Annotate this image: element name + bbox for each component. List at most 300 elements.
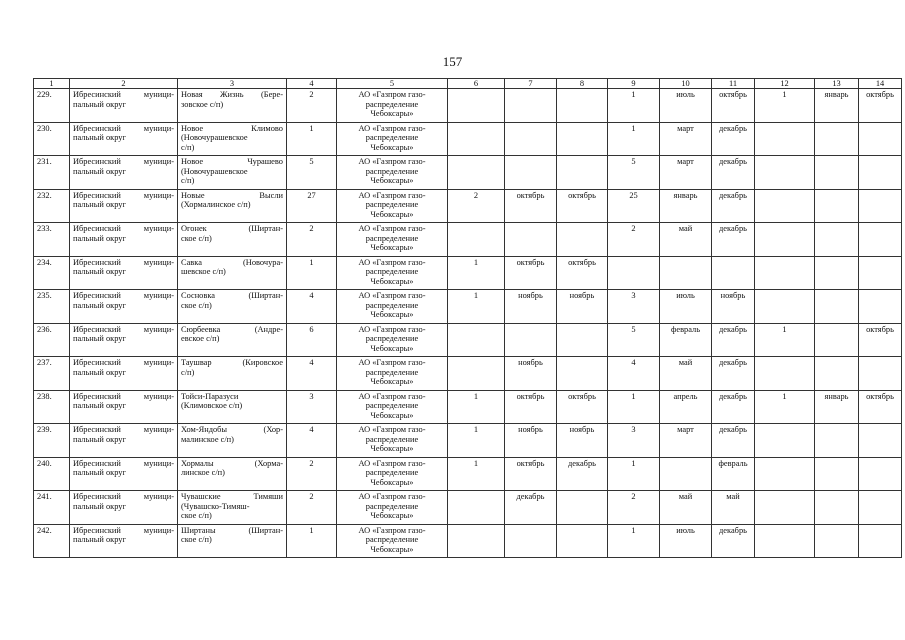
organization-line: АО «Газпром газо-: [358, 291, 426, 300]
col7-cell: октябрь: [505, 457, 557, 491]
col9-cell: 1: [608, 457, 660, 491]
settlement-line: с/п): [181, 367, 195, 377]
count-cell: 1: [287, 122, 337, 156]
col8-cell: [557, 156, 608, 190]
column-header-8: 8: [557, 79, 608, 89]
district-line: пальный округ: [73, 267, 126, 277]
organization-line: АО «Газпром газо-: [358, 391, 426, 401]
organization-line: АО «Газпром газо-: [358, 90, 426, 99]
organization-line: Чебоксары»: [370, 444, 414, 454]
settlement-cell: [178, 156, 287, 190]
district-cell: [70, 256, 178, 290]
table-row: [34, 457, 902, 491]
col11-cell: декабрь: [712, 189, 755, 223]
col14-cell: октябрь: [859, 390, 902, 424]
district-line: Ибресинский муници-: [73, 458, 174, 468]
organization-line: АО «Газпром газо-: [358, 257, 426, 267]
organization-line: распределение: [365, 200, 419, 210]
settlement-cell: [178, 457, 287, 491]
district-line: Ибресинский муници-: [73, 324, 174, 334]
district-line: Ибресинский муници-: [73, 525, 174, 535]
col8-cell: октябрь: [557, 189, 608, 223]
col11-cell: декабрь: [712, 390, 755, 424]
col14-cell: октябрь: [859, 323, 902, 357]
col7-cell: октябрь: [505, 256, 557, 290]
organization-line: Чебоксары»: [370, 176, 414, 186]
organization-line: Чебоксары»: [370, 511, 414, 521]
organization-line: Чебоксары»: [370, 109, 414, 119]
district-line: пальный округ: [73, 166, 126, 176]
district-line: Ибресинский муници-: [73, 391, 174, 401]
col14-cell: [859, 357, 902, 391]
column-header-12: 12: [755, 79, 815, 89]
col8-cell: декабрь: [557, 457, 608, 491]
table-row: [34, 122, 902, 156]
organization-line: АО «Газпром газо-: [358, 123, 426, 133]
settlement-cell: [178, 323, 287, 357]
organization-cell: [337, 357, 448, 391]
row-number: 231.: [34, 156, 70, 190]
settlement-cell: [178, 491, 287, 525]
col14-cell: [859, 290, 902, 324]
settlement-line: (Чувашско-Тимяш-: [181, 501, 250, 511]
col10-cell: [660, 457, 712, 491]
col13-cell: [815, 223, 859, 257]
district-cell: [70, 156, 178, 190]
column-header-6: 6: [448, 79, 505, 89]
header-row: [34, 79, 902, 89]
organization-line: распределение: [365, 300, 419, 310]
col6-cell: [448, 524, 505, 558]
col8-cell: [557, 89, 608, 123]
district-cell: [70, 457, 178, 491]
col10-cell: март: [660, 424, 712, 458]
row-number: 233.: [34, 223, 70, 257]
table-row: [34, 357, 902, 391]
column-header-7: 7: [505, 79, 557, 89]
col10-cell: май: [660, 223, 712, 257]
organization-line: Чебоксары»: [370, 142, 414, 152]
settlement-line: (Новочурашевское: [181, 133, 248, 143]
district-line: Ибресинский муници-: [73, 257, 174, 267]
organization-line: распределение: [365, 468, 419, 478]
col6-cell: [448, 491, 505, 525]
col6-cell: [448, 357, 505, 391]
col9-cell: 2: [608, 223, 660, 257]
district-cell: [70, 390, 178, 424]
district-line: пальный округ: [73, 434, 126, 444]
district-cell: [70, 89, 178, 123]
col13-cell: [815, 457, 859, 491]
col9-cell: 3: [608, 424, 660, 458]
col13-cell: [815, 491, 859, 525]
settlement-cell: [178, 122, 287, 156]
organization-line: Чебоксары»: [370, 310, 414, 320]
count-cell: 2: [287, 491, 337, 525]
col11-cell: декабрь: [712, 223, 755, 257]
settlement-line: Новая Жизнь (Бере-: [181, 90, 283, 99]
organization-line: распределение: [365, 501, 419, 511]
settlement-line: Савка (Новочура-: [181, 257, 283, 267]
col14-cell: [859, 457, 902, 491]
column-header-10: 10: [660, 79, 712, 89]
settlement-line: Хом-Яндобы (Хор-: [181, 425, 283, 434]
col12-cell: [755, 223, 815, 257]
district-line: Ибресинский муници-: [73, 291, 174, 300]
district-line: Ибресинский муници-: [73, 190, 174, 200]
table-row: [34, 524, 902, 558]
col7-cell: ноябрь: [505, 357, 557, 391]
settlement-cell: [178, 424, 287, 458]
col6-cell: [448, 223, 505, 257]
organization-line: АО «Газпром газо-: [358, 224, 426, 233]
organization-line: АО «Газпром газо-: [358, 157, 426, 166]
settlement-line: с/п): [181, 176, 195, 186]
table-row: [34, 256, 902, 290]
gasification-schedule-table: [33, 78, 902, 558]
district-line: Ибресинский муници-: [73, 425, 174, 434]
district-line: пальный округ: [73, 468, 126, 478]
district-line: Ибресинский муници-: [73, 90, 174, 99]
col13-cell: [815, 256, 859, 290]
settlement-line: Таушвар (Кировское: [181, 358, 283, 367]
organization-cell: [337, 189, 448, 223]
count-cell: 4: [287, 357, 337, 391]
row-number: 232.: [34, 189, 70, 223]
col7-cell: ноябрь: [505, 424, 557, 458]
district-line: Ибресинский муници-: [73, 224, 174, 233]
col8-cell: октябрь: [557, 256, 608, 290]
row-number: 239.: [34, 424, 70, 458]
col13-cell: [815, 122, 859, 156]
district-line: пальный округ: [73, 501, 126, 511]
settlement-cell: [178, 290, 287, 324]
settlement-line: Хормалы (Хорма-: [181, 458, 283, 468]
col8-cell: [557, 357, 608, 391]
district-cell: [70, 524, 178, 558]
settlement-line: Ширтаны (Ширтан-: [181, 525, 283, 535]
col13-cell: [815, 156, 859, 190]
settlement-line: с/п): [181, 142, 195, 152]
row-number: 236.: [34, 323, 70, 357]
table-row: [34, 290, 902, 324]
col8-cell: ноябрь: [557, 424, 608, 458]
settlement-line: малинское с/п): [181, 434, 234, 444]
col11-cell: октябрь: [712, 89, 755, 123]
settlement-cell: [178, 223, 287, 257]
organization-cell: [337, 290, 448, 324]
district-line: пальный округ: [73, 200, 126, 210]
organization-line: АО «Газпром газо-: [358, 525, 426, 535]
organization-line: распределение: [365, 367, 419, 377]
settlement-line: ское с/п): [181, 535, 212, 545]
col7-cell: декабрь: [505, 491, 557, 525]
row-number: 242.: [34, 524, 70, 558]
row-number: 234.: [34, 256, 70, 290]
col10-cell: январь: [660, 189, 712, 223]
settlement-line: Сюрбеевка (Андре-: [181, 324, 283, 334]
col7-cell: [505, 122, 557, 156]
organization-line: распределение: [365, 334, 419, 344]
page-number: 157: [442, 54, 463, 69]
settlement-line: ское с/п): [181, 300, 212, 310]
col13-cell: [815, 424, 859, 458]
organization-cell: [337, 156, 448, 190]
col10-cell: май: [660, 491, 712, 525]
col6-cell: 1: [448, 457, 505, 491]
col8-cell: октябрь: [557, 390, 608, 424]
organization-line: АО «Газпром газо-: [358, 324, 426, 334]
settlement-line: (Климовское с/п): [181, 401, 243, 411]
row-number: 229.: [34, 89, 70, 123]
col11-cell: декабрь: [712, 122, 755, 156]
district-line: пальный округ: [73, 401, 126, 411]
organization-line: Чебоксары»: [370, 343, 414, 353]
col9-cell: 2: [608, 491, 660, 525]
table-row: [34, 491, 902, 525]
count-cell: 27: [287, 189, 337, 223]
col11-cell: май: [712, 491, 755, 525]
district-line: пальный округ: [73, 367, 126, 377]
col11-cell: декабрь: [712, 357, 755, 391]
table-row: [34, 156, 902, 190]
count-cell: 2: [287, 457, 337, 491]
col14-cell: [859, 524, 902, 558]
col14-cell: [859, 491, 902, 525]
col6-cell: [448, 156, 505, 190]
col12-cell: [755, 491, 815, 525]
col11-cell: декабрь: [712, 424, 755, 458]
organization-line: распределение: [365, 166, 419, 176]
count-cell: 5: [287, 156, 337, 190]
col7-cell: [505, 89, 557, 123]
table-row: [34, 223, 902, 257]
col12-cell: [755, 357, 815, 391]
col12-cell: [755, 290, 815, 324]
organization-line: распределение: [365, 233, 419, 243]
organization-line: Чебоксары»: [370, 243, 414, 253]
col12-cell: [755, 256, 815, 290]
organization-line: Чебоксары»: [370, 276, 414, 286]
district-line: Ибресинский муници-: [73, 358, 174, 367]
col7-cell: ноябрь: [505, 290, 557, 324]
organization-cell: [337, 524, 448, 558]
organization-line: Чебоксары»: [370, 410, 414, 420]
col13-cell: [815, 323, 859, 357]
col11-cell: декабрь: [712, 323, 755, 357]
row-number: 235.: [34, 290, 70, 324]
district-cell: [70, 223, 178, 257]
column-header-11: 11: [712, 79, 755, 89]
organization-cell: [337, 223, 448, 257]
district-cell: [70, 189, 178, 223]
col10-cell: апрель: [660, 390, 712, 424]
district-line: пальный округ: [73, 99, 126, 109]
table-row: [34, 89, 902, 123]
count-cell: 4: [287, 424, 337, 458]
col14-cell: [859, 256, 902, 290]
district-cell: [70, 290, 178, 324]
count-cell: 6: [287, 323, 337, 357]
organization-line: Чебоксары»: [370, 209, 414, 219]
col7-cell: октябрь: [505, 390, 557, 424]
col9-cell: 1: [608, 390, 660, 424]
organization-line: АО «Газпром газо-: [358, 358, 426, 367]
col6-cell: [448, 323, 505, 357]
col13-cell: январь: [815, 390, 859, 424]
col6-cell: [448, 89, 505, 123]
col8-cell: ноябрь: [557, 290, 608, 324]
col9-cell: 1: [608, 122, 660, 156]
col10-cell: июль: [660, 524, 712, 558]
col7-cell: октябрь: [505, 189, 557, 223]
organization-line: Чебоксары»: [370, 477, 414, 487]
col6-cell: 2: [448, 189, 505, 223]
organization-line: распределение: [365, 99, 419, 109]
col9-cell: 5: [608, 156, 660, 190]
count-cell: 1: [287, 524, 337, 558]
settlement-line: (Хормалинское с/п): [181, 200, 251, 210]
row-number: 237.: [34, 357, 70, 391]
organization-line: распределение: [365, 401, 419, 411]
col10-cell: июль: [660, 290, 712, 324]
district-line: пальный округ: [73, 233, 126, 243]
col11-cell: декабрь: [712, 156, 755, 190]
organization-line: АО «Газпром газо-: [358, 190, 426, 200]
col10-cell: [660, 256, 712, 290]
district-line: пальный округ: [73, 133, 126, 143]
settlement-cell: [178, 357, 287, 391]
organization-line: АО «Газпром газо-: [358, 425, 426, 434]
organization-line: Чебоксары»: [370, 544, 414, 554]
col12-cell: 1: [755, 390, 815, 424]
organization-cell: [337, 390, 448, 424]
district-line: пальный округ: [73, 334, 126, 344]
col9-cell: [608, 256, 660, 290]
settlement-line: Новые Высли: [181, 190, 283, 200]
col14-cell: [859, 156, 902, 190]
table-row: [34, 323, 902, 357]
settlement-line: Чувашские Тимяши: [181, 492, 283, 501]
organization-cell: [337, 491, 448, 525]
col8-cell: [557, 223, 608, 257]
col9-cell: 4: [608, 357, 660, 391]
col11-cell: декабрь: [712, 524, 755, 558]
settlement-line: Тойси-Паразуси: [181, 391, 239, 401]
settlement-line: шевское с/п): [181, 267, 226, 277]
organization-line: распределение: [365, 267, 419, 277]
col8-cell: [557, 491, 608, 525]
count-cell: 4: [287, 290, 337, 324]
col12-cell: [755, 189, 815, 223]
col8-cell: [557, 323, 608, 357]
col12-cell: [755, 156, 815, 190]
col12-cell: 1: [755, 89, 815, 123]
settlement-line: Сосновка (Ширтан-: [181, 291, 283, 300]
settlement-line: Новое Чурашево: [181, 157, 283, 166]
organization-cell: [337, 256, 448, 290]
col9-cell: 5: [608, 323, 660, 357]
col10-cell: март: [660, 122, 712, 156]
settlement-line: Огонек (Ширтан-: [181, 224, 283, 233]
district-line: Ибресинский муници-: [73, 123, 174, 133]
col13-cell: [815, 290, 859, 324]
column-header-9: 9: [608, 79, 660, 89]
row-number: 240.: [34, 457, 70, 491]
col13-cell: [815, 524, 859, 558]
table-row: [34, 424, 902, 458]
col14-cell: [859, 122, 902, 156]
col8-cell: [557, 524, 608, 558]
organization-cell: [337, 89, 448, 123]
col11-cell: [712, 256, 755, 290]
column-header-5: 5: [337, 79, 448, 89]
col13-cell: январь: [815, 89, 859, 123]
district-cell: [70, 122, 178, 156]
settlement-line: линское с/п): [181, 468, 225, 478]
col10-cell: март: [660, 156, 712, 190]
district-cell: [70, 357, 178, 391]
column-header-3: 3: [178, 79, 287, 89]
settlement-line: (Новочурашевское: [181, 166, 248, 176]
settlement-cell: [178, 256, 287, 290]
organization-line: АО «Газпром газо-: [358, 492, 426, 501]
count-cell: 2: [287, 223, 337, 257]
column-header-13: 13: [815, 79, 859, 89]
settlement-cell: [178, 189, 287, 223]
column-header-1: 1: [34, 79, 70, 89]
settlement-line: евское с/п): [181, 334, 220, 344]
row-number: 238.: [34, 390, 70, 424]
district-line: пальный округ: [73, 535, 126, 545]
table-row: [34, 390, 902, 424]
district-line: пальный округ: [73, 300, 126, 310]
col13-cell: [815, 357, 859, 391]
col12-cell: 1: [755, 323, 815, 357]
organization-line: распределение: [365, 434, 419, 444]
organization-line: Чебоксары»: [370, 377, 414, 387]
settlement-line: зовское с/п): [181, 99, 224, 109]
col14-cell: [859, 223, 902, 257]
organization-cell: [337, 323, 448, 357]
row-number: 230.: [34, 122, 70, 156]
col9-cell: 25: [608, 189, 660, 223]
col8-cell: [557, 122, 608, 156]
col11-cell: февраль: [712, 457, 755, 491]
col6-cell: [448, 122, 505, 156]
table-row: [34, 189, 902, 223]
organization-cell: [337, 122, 448, 156]
settlement-line: ское с/п): [181, 511, 212, 521]
col7-cell: [505, 323, 557, 357]
organization-line: распределение: [365, 133, 419, 143]
district-line: Ибресинский муници-: [73, 157, 174, 166]
column-header-2: 2: [70, 79, 178, 89]
col13-cell: [815, 189, 859, 223]
count-cell: 1: [287, 256, 337, 290]
col10-cell: февраль: [660, 323, 712, 357]
col14-cell: [859, 189, 902, 223]
col6-cell: 1: [448, 290, 505, 324]
col14-cell: [859, 424, 902, 458]
col12-cell: [755, 122, 815, 156]
col10-cell: май: [660, 357, 712, 391]
col12-cell: [755, 424, 815, 458]
settlement-line: ское с/п): [181, 233, 212, 243]
district-cell: [70, 424, 178, 458]
count-cell: 3: [287, 390, 337, 424]
organization-line: АО «Газпром газо-: [358, 458, 426, 468]
